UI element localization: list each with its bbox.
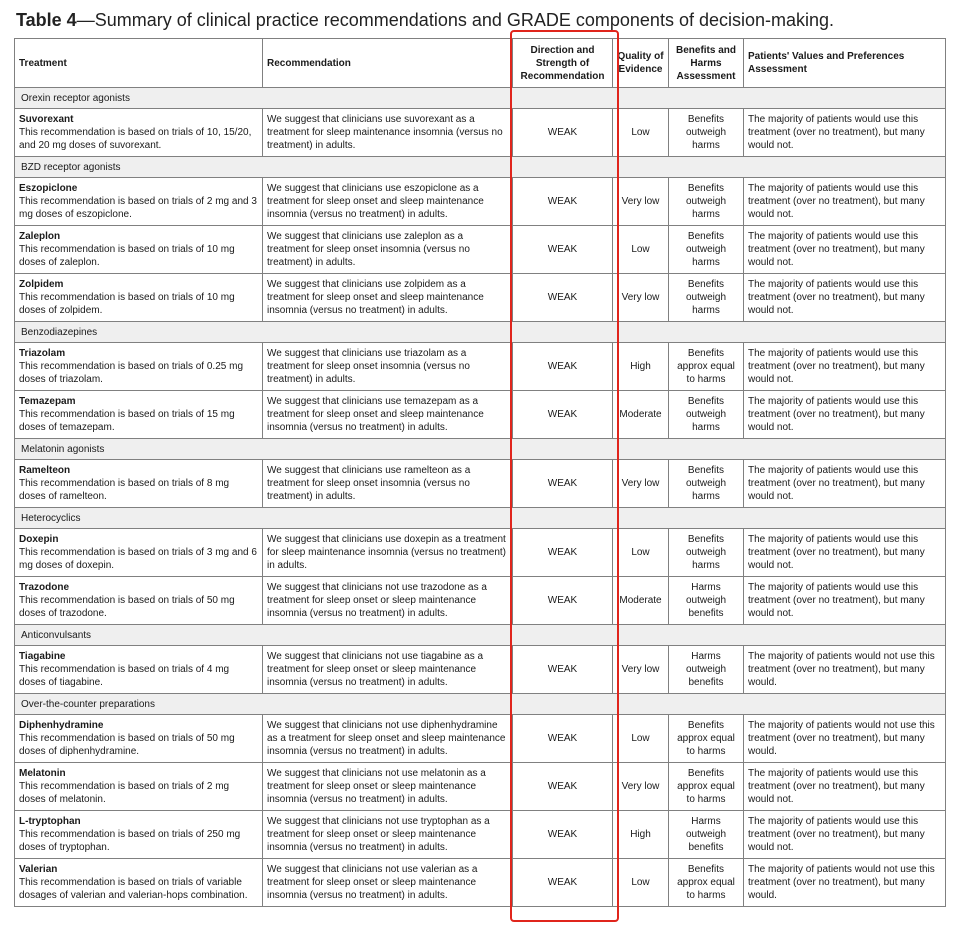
recommendation-cell: We suggest that clinicians use zaleplon as a treatment for sleep onset insomnia (versus no treatment) in adults. <box>263 226 513 274</box>
header-recommendation: Recommendation <box>263 39 513 88</box>
direction-cell: WEAK <box>513 577 613 625</box>
table-row <box>15 715 946 763</box>
benefits-cell: Benefits approx equal to harms <box>669 763 744 811</box>
header-treatment: Treatment <box>15 39 263 88</box>
quality-cell: Low <box>613 109 669 157</box>
direction-cell: WEAK <box>513 343 613 391</box>
treatment-cell <box>15 529 263 577</box>
direction-cell: WEAK <box>513 178 613 226</box>
values-cell: The majority of patients would not use this treatment (over no treatment), but many would. <box>744 715 946 763</box>
table-row <box>15 460 946 508</box>
header-values: Patients' Values and Preferences Assessment <box>744 39 946 88</box>
direction-cell: WEAK <box>513 859 613 907</box>
treatment-cell <box>15 109 263 157</box>
evidence-basis: This recommendation is based on trials of 10, 15/20, and 20 mg doses of suvorexant. <box>19 127 252 151</box>
benefits-cell: Benefits outweigh harms <box>669 460 744 508</box>
drug-name: Valerian <box>19 864 58 875</box>
values-cell: The majority of patients would use this treatment (over no treatment), but many would not. <box>744 811 946 859</box>
category-label: Heterocyclics <box>15 508 946 529</box>
category-label: Benzodiazepines <box>15 322 946 343</box>
drug-name: Melatonin <box>19 768 66 779</box>
quality-cell: Low <box>613 226 669 274</box>
table-label: Table 4 <box>16 10 77 30</box>
quality-cell: Low <box>613 715 669 763</box>
values-cell: The majority of patients would use this treatment (over no treatment), but many would not. <box>744 529 946 577</box>
table-row <box>15 763 946 811</box>
values-cell: The majority of patients would use this treatment (over no treatment), but many would not. <box>744 226 946 274</box>
evidence-basis: This recommendation is based on trials of 10 mg doses of zaleplon. <box>19 244 235 268</box>
direction-cell: WEAK <box>513 391 613 439</box>
direction-cell: WEAK <box>513 811 613 859</box>
drug-name: Diphenhydramine <box>19 720 104 731</box>
values-cell: The majority of patients would use this treatment (over no treatment), but many would not. <box>744 577 946 625</box>
values-cell: The majority of patients would not use this treatment (over no treatment), but many would. <box>744 859 946 907</box>
evidence-basis: This recommendation is based on trials of 2 mg doses of melatonin. <box>19 781 230 805</box>
category-row <box>15 322 946 343</box>
quality-cell: Moderate <box>613 577 669 625</box>
treatment-cell <box>15 859 263 907</box>
treatment-cell <box>15 577 263 625</box>
category-label: Orexin receptor agonists <box>15 88 946 109</box>
benefits-cell: Benefits outweigh harms <box>669 109 744 157</box>
evidence-basis: This recommendation is based on trials of 10 mg doses of zolpidem. <box>19 292 235 316</box>
table-title <box>16 9 834 31</box>
table-row <box>15 226 946 274</box>
quality-cell: Moderate <box>613 391 669 439</box>
drug-name: Doxepin <box>19 534 59 545</box>
evidence-basis: This recommendation is based on trials of variable dosages of valerian and valerian-hops combination. <box>19 877 248 901</box>
recommendations-table <box>14 38 946 907</box>
recommendation-cell: We suggest that clinicians not use melatonin as a treatment for sleep onset or sleep maintenance insomnia (versus no treatment) in adults. <box>263 763 513 811</box>
treatment-cell <box>15 460 263 508</box>
table-caption: —Summary of clinical practice recommendations and GRADE components of decision-making. <box>76 10 835 30</box>
quality-cell: Very low <box>613 178 669 226</box>
treatment-cell <box>15 646 263 694</box>
benefits-cell: Harms outweigh benefits <box>669 577 744 625</box>
recommendation-cell: We suggest that clinicians use triazolam as a treatment for sleep onset insomnia (versus no treatment) in adults. <box>263 343 513 391</box>
category-label: Over-the-counter preparations <box>15 694 946 715</box>
table-row <box>15 109 946 157</box>
recommendation-cell: We suggest that clinicians not use tryptophan as a treatment for sleep onset or sleep maintenance insomnia (versus no treatment) in adults. <box>263 811 513 859</box>
table-row <box>15 811 946 859</box>
drug-name: Eszopiclone <box>19 183 78 194</box>
values-cell: The majority of patients would use this treatment (over no treatment), but many would not. <box>744 274 946 322</box>
category-row <box>15 88 946 109</box>
category-row <box>15 508 946 529</box>
treatment-cell <box>15 715 263 763</box>
evidence-basis: This recommendation is based on trials of 3 mg and 6 mg doses of doxepin. <box>19 547 257 571</box>
category-row <box>15 157 946 178</box>
drug-name: Suvorexant <box>19 114 74 125</box>
quality-cell: Very low <box>613 274 669 322</box>
category-row <box>15 625 946 646</box>
recommendation-cell: We suggest that clinicians use temazepam as a treatment for sleep onset and sleep maintenance insomnia (versus no treatment) in adults. <box>263 391 513 439</box>
quality-cell: Low <box>613 529 669 577</box>
evidence-basis: This recommendation is based on trials of 4 mg doses of tiagabine. <box>19 664 230 688</box>
header-benefits: Benefits and Harms Assessment <box>669 39 744 88</box>
direction-cell: WEAK <box>513 226 613 274</box>
values-cell: The majority of patients would use this treatment (over no treatment), but many would not. <box>744 763 946 811</box>
evidence-basis: This recommendation is based on trials of 0.25 mg doses of triazolam. <box>19 361 243 385</box>
evidence-basis: This recommendation is based on trials of 2 mg and 3 mg doses of eszopiclone. <box>19 196 257 220</box>
recommendation-cell: We suggest that clinicians use suvorexant as a treatment for sleep maintenance insomnia (versus no treatment) in adults. <box>263 109 513 157</box>
header-quality: Quality of Evidence <box>613 39 669 88</box>
drug-name: Triazolam <box>19 348 66 359</box>
recommendation-cell: We suggest that clinicians not use tiagabine as a treatment for sleep onset or sleep maintenance insomnia (versus no treatment) in adults. <box>263 646 513 694</box>
values-cell: The majority of patients would use this treatment (over no treatment), but many would not. <box>744 343 946 391</box>
table-row <box>15 178 946 226</box>
evidence-basis: This recommendation is based on trials of 250 mg doses of tryptophan. <box>19 829 241 853</box>
benefits-cell: Benefits outweigh harms <box>669 178 744 226</box>
table-row <box>15 343 946 391</box>
quality-cell: High <box>613 811 669 859</box>
quality-cell: High <box>613 343 669 391</box>
recommendation-cell: We suggest that clinicians not use valerian as a treatment for sleep onset or sleep maintenance insomnia (versus no treatment) in adults. <box>263 859 513 907</box>
table-row <box>15 577 946 625</box>
treatment-cell <box>15 763 263 811</box>
treatment-cell <box>15 811 263 859</box>
evidence-basis: This recommendation is based on trials of 50 mg doses of diphenhydramine. <box>19 733 235 757</box>
values-cell: The majority of patients would use this treatment (over no treatment), but many would not. <box>744 391 946 439</box>
header-direction: Direction and Strength of Recommendation <box>513 39 613 88</box>
values-cell: The majority of patients would not use this treatment (over no treatment), but many would. <box>744 646 946 694</box>
category-label: BZD receptor agonists <box>15 157 946 178</box>
values-cell: The majority of patients would use this treatment (over no treatment), but many would not. <box>744 178 946 226</box>
recommendation-cell: We suggest that clinicians use eszopiclone as a treatment for sleep onset and sleep maintenance insomnia (versus no treatment) in adults. <box>263 178 513 226</box>
benefits-cell: Benefits outweigh harms <box>669 226 744 274</box>
direction-cell: WEAK <box>513 460 613 508</box>
table-row <box>15 274 946 322</box>
benefits-cell: Harms outweigh benefits <box>669 811 744 859</box>
treatment-cell <box>15 274 263 322</box>
quality-cell: Very low <box>613 763 669 811</box>
evidence-basis: This recommendation is based on trials of 15 mg doses of temazepam. <box>19 409 235 433</box>
evidence-basis: This recommendation is based on trials of 8 mg doses of ramelteon. <box>19 478 230 502</box>
treatment-cell <box>15 391 263 439</box>
evidence-basis: This recommendation is based on trials of 50 mg doses of trazodone. <box>19 595 235 619</box>
benefits-cell: Benefits approx equal to harms <box>669 343 744 391</box>
recommendation-cell: We suggest that clinicians not use diphenhydramine as a treatment for sleep onset and sleep maintenance insomnia (versus no treatment) in adults. <box>263 715 513 763</box>
table-row <box>15 646 946 694</box>
benefits-cell: Benefits outweigh harms <box>669 391 744 439</box>
recommendation-cell: We suggest that clinicians use ramelteon as a treatment for sleep onset insomnia (versus no treatment) in adults. <box>263 460 513 508</box>
drug-name: Zaleplon <box>19 231 61 242</box>
drug-name: Temazepam <box>19 396 76 407</box>
benefits-cell: Benefits outweigh harms <box>669 529 744 577</box>
drug-name: Tiagabine <box>19 651 66 662</box>
category-label: Melatonin agonists <box>15 439 946 460</box>
treatment-cell <box>15 178 263 226</box>
table-row <box>15 859 946 907</box>
recommendation-cell: We suggest that clinicians use doxepin as a treatment for sleep maintenance insomnia (versus no treatment) in adults. <box>263 529 513 577</box>
header-row <box>15 39 946 88</box>
drug-name: Ramelteon <box>19 465 71 476</box>
direction-cell: WEAK <box>513 274 613 322</box>
direction-cell: WEAK <box>513 529 613 577</box>
category-label: Anticonvulsants <box>15 625 946 646</box>
recommendation-cell: We suggest that clinicians use zolpidem as a treatment for sleep onset and sleep maintenance insomnia (versus no treatment) in adults. <box>263 274 513 322</box>
drug-name: Zolpidem <box>19 279 64 290</box>
quality-cell: Very low <box>613 646 669 694</box>
quality-cell: Very low <box>613 460 669 508</box>
direction-cell: WEAK <box>513 715 613 763</box>
drug-name: L-tryptophan <box>19 816 81 827</box>
treatment-cell <box>15 343 263 391</box>
treatment-cell <box>15 226 263 274</box>
values-cell: The majority of patients would use this treatment (over no treatment), but many would not. <box>744 109 946 157</box>
table-row <box>15 391 946 439</box>
direction-cell: WEAK <box>513 646 613 694</box>
quality-cell: Low <box>613 859 669 907</box>
drug-name: Trazodone <box>19 582 70 593</box>
direction-cell: WEAK <box>513 763 613 811</box>
values-cell: The majority of patients would use this treatment (over no treatment), but many would not. <box>744 460 946 508</box>
table-row <box>15 529 946 577</box>
benefits-cell: Benefits approx equal to harms <box>669 715 744 763</box>
table-body <box>15 88 946 907</box>
benefits-cell: Benefits outweigh harms <box>669 274 744 322</box>
benefits-cell: Harms outweigh benefits <box>669 646 744 694</box>
direction-cell: WEAK <box>513 109 613 157</box>
benefits-cell: Benefits approx equal to harms <box>669 859 744 907</box>
recommendation-cell: We suggest that clinicians not use trazodone as a treatment for sleep onset or sleep maintenance insomnia (versus no treatment) in adults. <box>263 577 513 625</box>
category-row <box>15 439 946 460</box>
category-row <box>15 694 946 715</box>
